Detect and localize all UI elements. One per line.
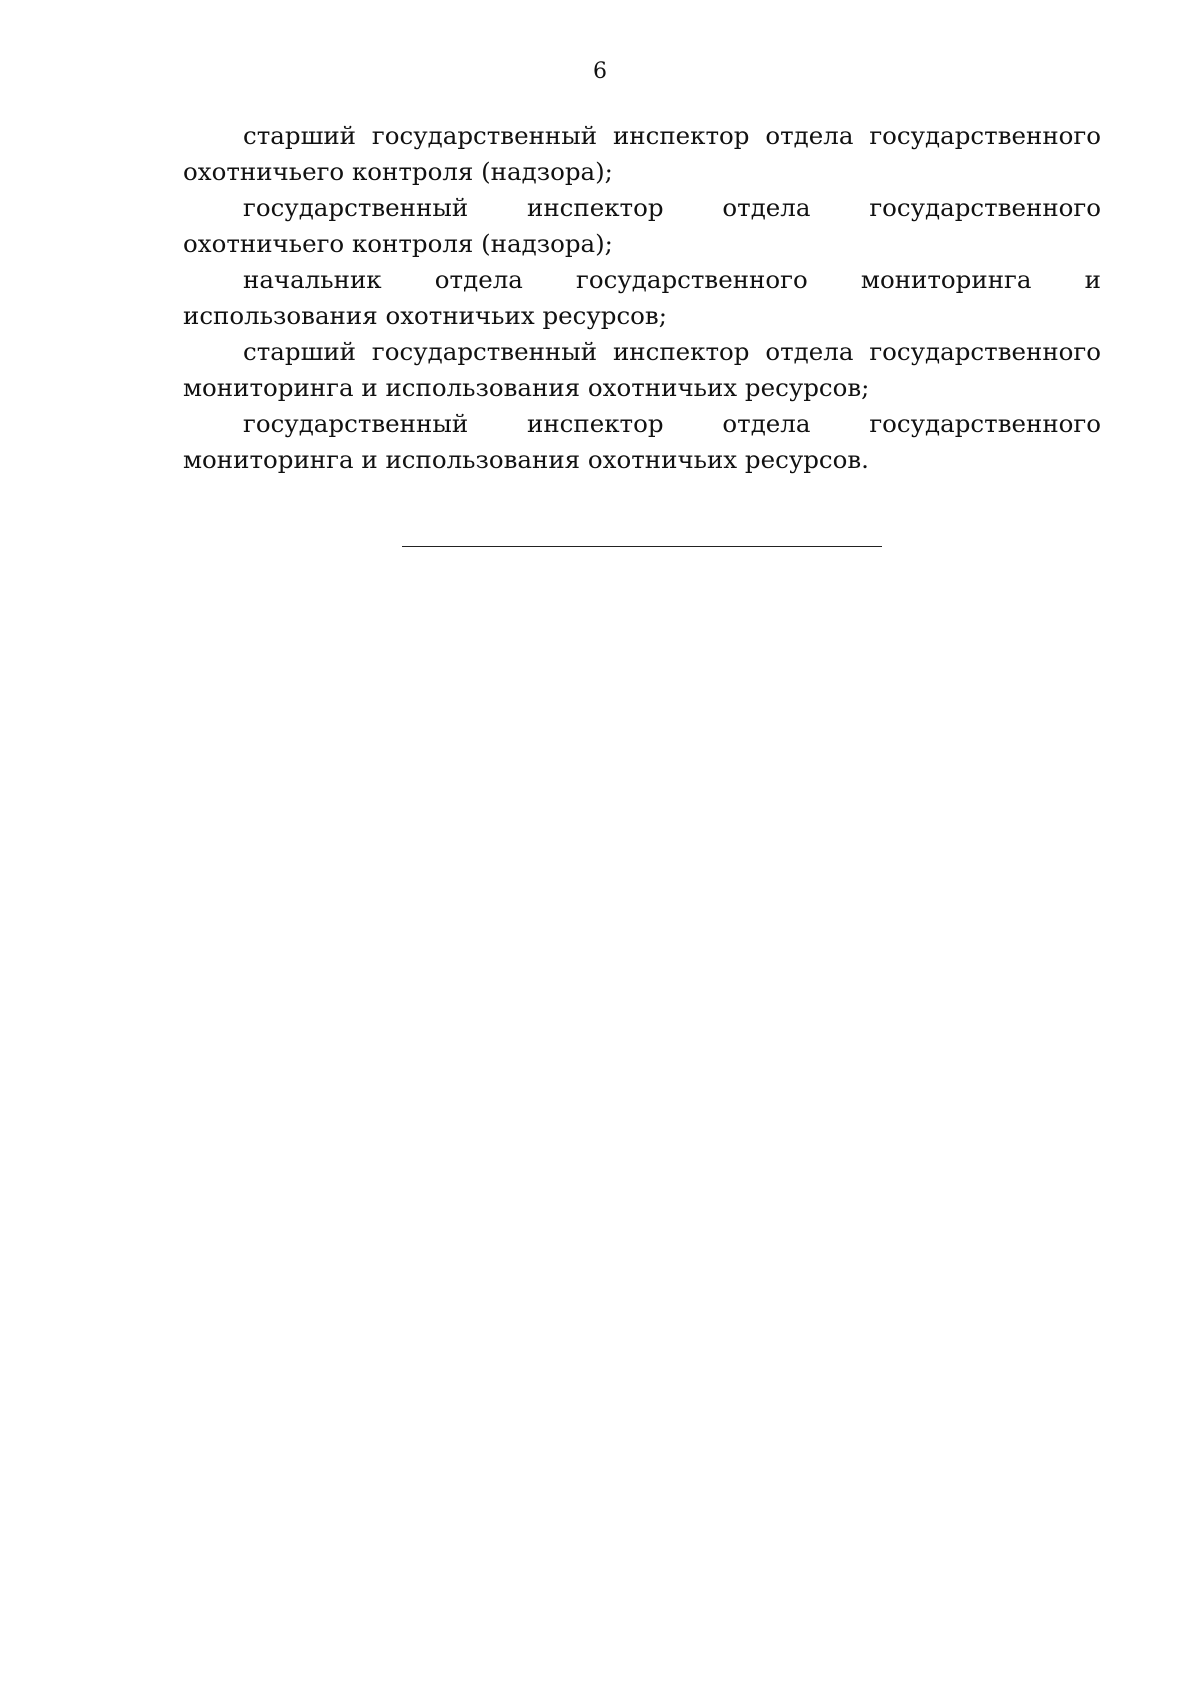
- list-item: государственный инспектор отдела государственного мониторинга и использования охотничьих ресурсов.: [183, 409, 1101, 474]
- list-item: старший государственный инспектор отдела государственного мониторинга и использования охотничьих ресурсов;: [183, 337, 1101, 402]
- list-item: старший государственный инспектор отдела государственного охотничьего контроля (надзора);: [183, 121, 1101, 186]
- list-item: государственный инспектор отдела государственного охотничьего контроля (надзора);: [183, 193, 1101, 258]
- page-number: 6: [593, 59, 607, 84]
- end-separator-line: [402, 546, 882, 547]
- position-list: [183, 118, 1101, 478]
- list-item: начальник отдела государственного мониторинга и использования охотничьих ресурсов;: [183, 265, 1101, 330]
